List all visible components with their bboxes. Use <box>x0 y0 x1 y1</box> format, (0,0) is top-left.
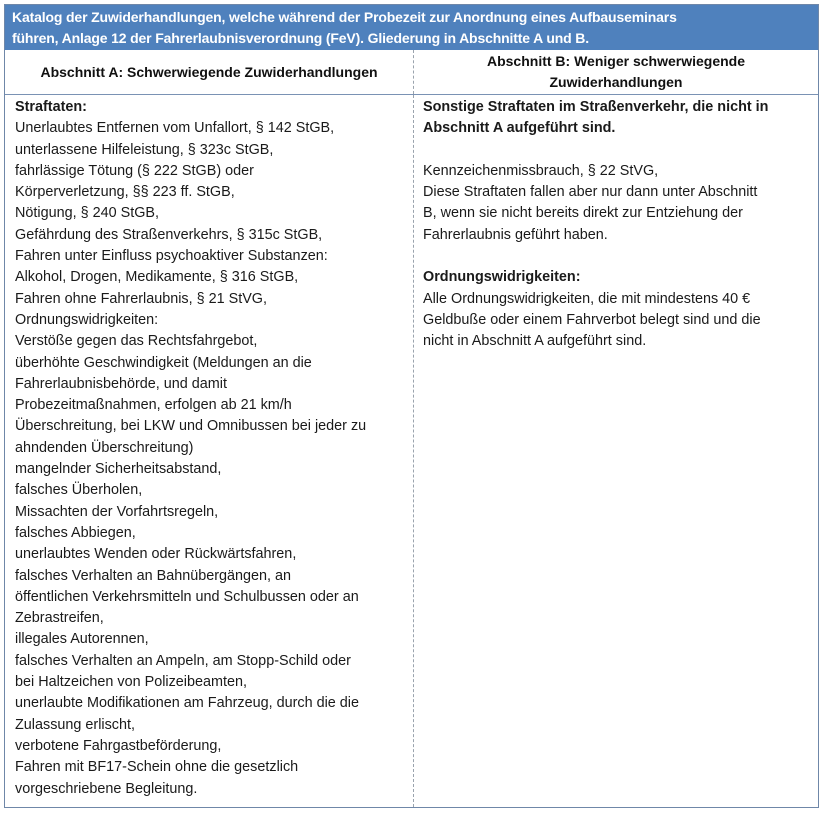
section-a-list-item: Probezeitmaßnahmen, erfolgen ab 21 km/h <box>15 397 292 414</box>
section-a-list-item: falsches Abbiegen, <box>15 524 136 541</box>
section-a-list-item: unterlassene Hilfeleistung, § 323c StGB, <box>15 141 274 158</box>
section-a-list-item: Fahren mit BF17-Schein ohne die gesetzlich <box>15 759 299 776</box>
content-row <box>5 95 818 807</box>
section-a-list-item: illegales Autorennen, <box>15 631 149 648</box>
section-b-owi-line: Geldbuße oder einem Fahrverbot belegt sind und die <box>423 311 761 328</box>
section-a-header-text: Abschnitt A: Schwerwiegende Zuwiderhandlungen <box>40 63 378 80</box>
section-a-list-item: Zulassung erlischt, <box>15 716 135 733</box>
section-b-straftaten-line: Kennzeichenmissbrauch, § 22 StVG, <box>423 162 659 179</box>
section-b-intro-line: Sonstige Straftaten im Straßenverkehr, die nicht in <box>423 99 769 115</box>
section-a-list-item: Fahrerlaubnisbehörde, und damit <box>15 375 227 392</box>
section-b-header-line: Abschnitt B: Weniger schwerwiegende <box>486 53 745 69</box>
section-a-list-item: Fahren unter Einfluss psychoaktiver Substanzen: <box>15 248 328 265</box>
section-a-list-item: überhöhte Geschwindigkeit (Meldungen an die <box>15 354 312 371</box>
section-a-list-item: Zebrastreifen, <box>15 610 104 627</box>
section-a-list-item: Überschreitung, bei LKW und Omnibussen bei jeder zu <box>15 418 367 435</box>
section-a-list-item: Gefährdung des Straßenverkehrs, § 315c StGB, <box>15 226 323 243</box>
table-title-line: Katalog der Zuwiderhandlungen, welche während der Probezeit zur Anordnung eines Aufbauseminars <box>12 9 677 25</box>
spacer <box>423 246 814 267</box>
violations-catalog-table <box>4 4 819 808</box>
section-a-list <box>15 118 409 800</box>
section-b-cell <box>413 95 818 807</box>
table-title <box>5 5 818 50</box>
section-a-list-item: falsches Überholen, <box>15 482 143 499</box>
section-a-list-item: unerlaubtes Wenden oder Rückwärtsfahren, <box>15 546 297 563</box>
section-a-list-item: Fahren ohne Fahrerlaubnis, § 21 StVG, <box>15 290 267 307</box>
section-a-cell <box>5 95 413 807</box>
section-a-list-item: Missachten der Vorfahrtsregeln, <box>15 503 219 520</box>
section-a-list-item: Nötigung, § 240 StGB, <box>15 205 159 222</box>
section-a-list-item: öffentlichen Verkehrsmitteln und Schulbussen oder an <box>15 588 359 605</box>
section-a-list-item: Unerlaubtes Entfernen vom Unfallort, § 142 StGB, <box>15 120 335 137</box>
section-b-straftaten-line: B, wenn sie nicht bereits direkt zur Entziehung der <box>423 205 743 222</box>
section-a-heading-straftaten: Straftaten: <box>15 99 87 115</box>
section-a-list-item: vorgeschriebene Begleitung. <box>15 780 198 797</box>
section-a-list-item: Körperverletzung, §§ 223 ff. StGB, <box>15 184 235 201</box>
section-a-list-item: verbotene Fahrgastbeförderung, <box>15 737 222 754</box>
section-a-list-item: unerlaubte Modifikationen am Fahrzeug, durch die die <box>15 695 359 712</box>
section-b-heading-ordnungswidrigkeiten: Ordnungswidrigkeiten: <box>423 269 581 286</box>
section-b-owi-line: Alle Ordnungswidrigkeiten, die mit mindestens 40 € <box>423 290 751 307</box>
section-a-list-item: fahrlässige Tötung (§ 222 StGB) oder <box>15 162 254 179</box>
column-header-row <box>5 50 818 95</box>
section-a-list-item: Verstöße gegen das Rechtsfahrgebot, <box>15 333 258 350</box>
section-a-list-item: bei Haltzeichen von Polizeibeamten, <box>15 674 247 691</box>
section-a-list-item: falsches Verhalten an Bahnübergängen, an <box>15 567 292 584</box>
table-title-line: führen, Anlage 12 der Fahrerlaubnisverordnung (FeV). Gliederung in Abschnitte A und B. <box>12 30 589 46</box>
section-b-intro-line: Abschnitt A aufgeführt sind. <box>423 120 616 137</box>
section-a-list-item: mangelnder Sicherheitsabstand, <box>15 461 222 478</box>
section-a-list-item: falsches Verhalten an Ampeln, am Stopp-Schild oder <box>15 652 351 669</box>
section-a-list-item: Ordnungswidrigkeiten: <box>15 311 159 328</box>
section-a-list-item: ahndenden Überschreitung) <box>15 439 194 456</box>
spacer <box>423 140 814 161</box>
column-header-section-b <box>413 50 818 94</box>
column-header-section-a <box>5 50 413 94</box>
section-b-straftaten-line: Fahrerlaubnis geführt haben. <box>423 226 608 243</box>
section-b-header-line: Zuwiderhandlungen <box>549 74 683 90</box>
section-a-list-item: Alkohol, Drogen, Medikamente, § 316 StGB, <box>15 269 299 286</box>
section-b-straftaten-line: Diese Straftaten fallen aber nur dann unter Abschnitt <box>423 184 758 201</box>
section-b-owi-line: nicht in Abschnitt A aufgeführt sind. <box>423 333 647 350</box>
